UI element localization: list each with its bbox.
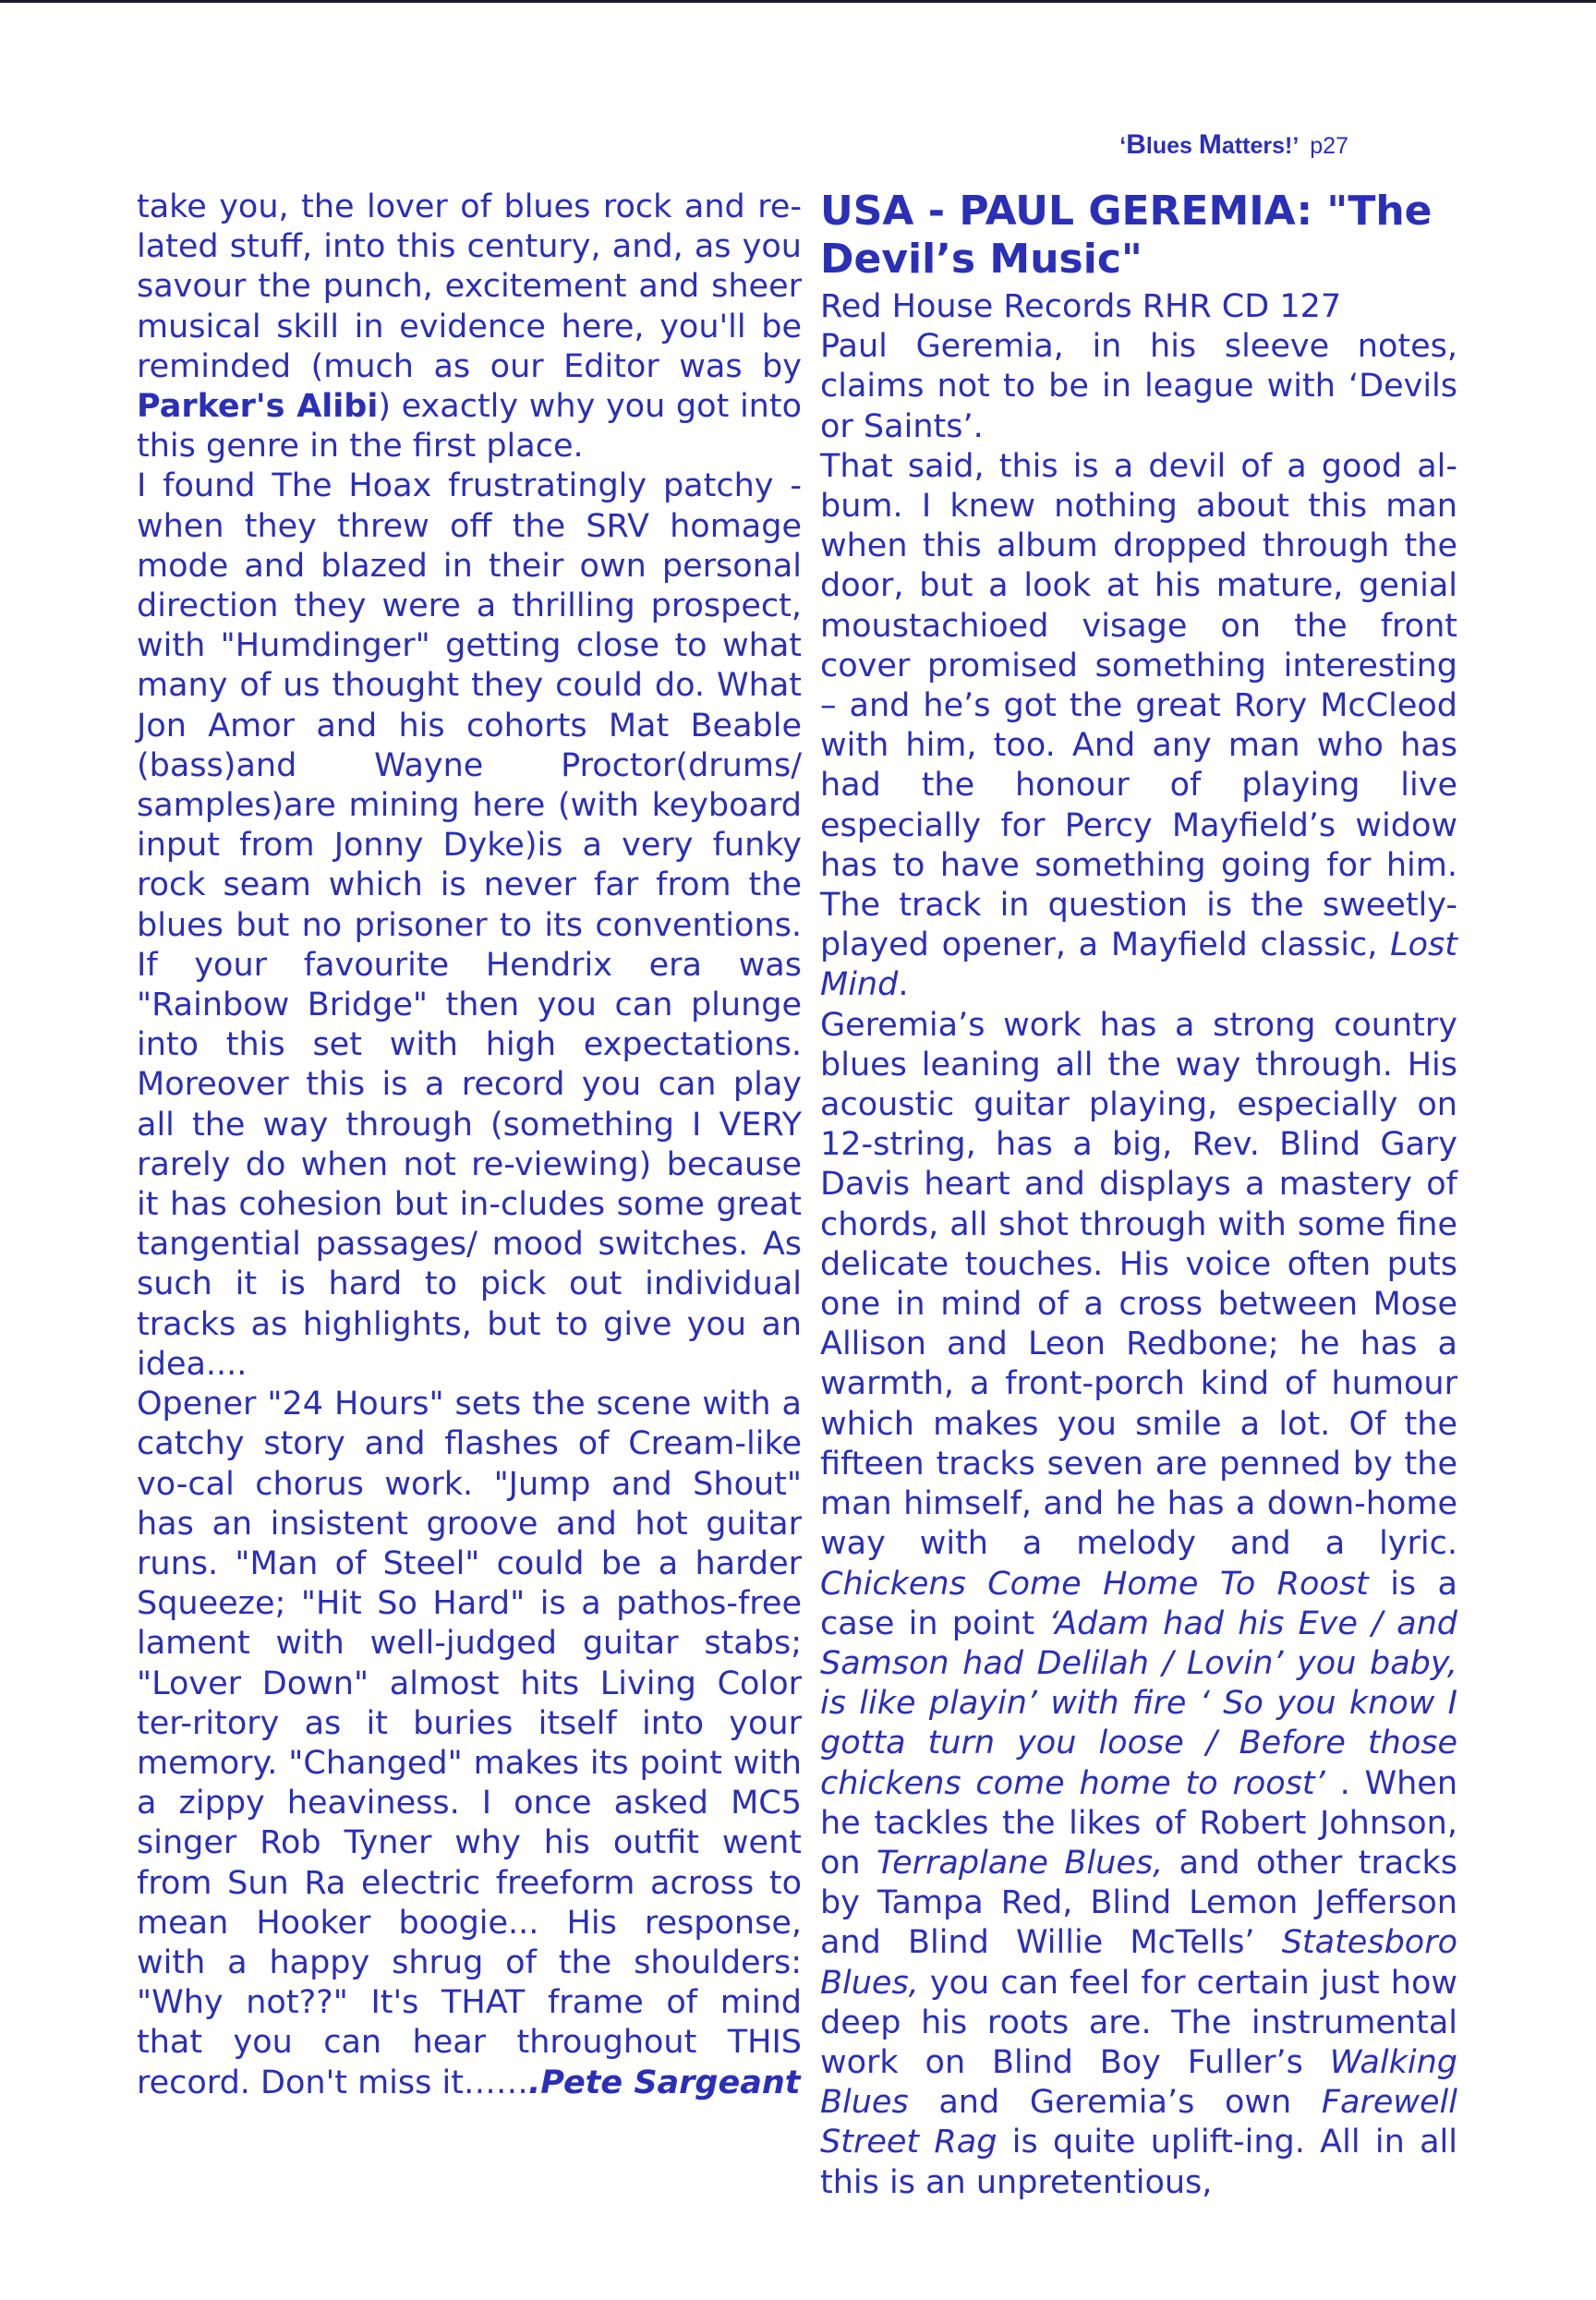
magazine-title: ‘Blues Matters!’ xyxy=(1119,129,1300,160)
review-headline: USA - PAUL GEREMIA: "The Devil’s Music" xyxy=(820,188,1433,283)
left-column xyxy=(137,188,802,2103)
paragraph: take you, the lover of blues rock and re-lated stuff, into this century, and, as you savour the punch, excitement and sheer musical skill in evidence here, you'll be reminded (much as our Editor was by Parker's Alibi) exactly why you got into this genre in the first place. xyxy=(137,188,802,466)
paragraph: I found The Hoax frustratingly patchy - when they threw off the SRV homage mode and blazed in their own personal direction they were a thrilling prospect, with "Humdinger" getting close to what many of us thought they could do. What Jon Amor and his cohorts Mat Beable (bass)and Wayne Proctor(drums/ samples)are mining here (with keyboard input from Jonny Dyke)is a very funky rock seam which is never far from the blues but no prisoner to its conventions. If your favourite Hendrix era was "Rainbow Bridge" then you can plunge into this set with high expectations. Moreover this is a record you can play all the way through (something I VERY rarely do when not re-viewing) because it has cohesion but in-cludes some great tangential passages/ mood switches. As such it is hard to pick out individual tracks as highlights, but to give you an idea.... xyxy=(137,467,802,1383)
right-column xyxy=(820,188,1457,2203)
paragraph: Geremia’s work has a strong country blues leaning all the way through. His acoustic guitar playing, especially on 12-string, has a big, Rev. Blind Gary Davis heart and displays a mastery of chords, all shot through with some fine delicate touches. His voice often puts one in mind of a cross between Mose Allison and Leon Redbone; he has a warmth, a front-porch kind of humour which makes you smile a lot. Of the fifteen tracks seven are penned by the man himself, and he has a down-home way with a melody and a lyric. Chickens Come Home To Roost is a case in point ‘Adam had his Eve / and Samson had Delilah / Lovin’ you baby, is like playin’ with fire ‘ So you know I gotta turn you loose / Before those chickens come home to roost’ . When he tackles the likes of Robert Johnson, on Terraplane Blues, and other tracks by Tampa Red, Blind Lemon Jefferson and Blind Willie McTells’ Statesboro Blues, you can feel for certain just how deep his roots are. The instrumental work on Blind Boy Fuller’s Walking Blues and Geremia’s own Farewell Street Rag is quite uplift-ing. All in all this is an unpretentious, xyxy=(820,1006,1457,2201)
band-name: Parker's Alibi xyxy=(137,388,379,426)
paragraph: That said, this is a devil of a good al-bum. I knew nothing about this man when this album dropped through the door, but a look at his mature, genial moustachioed visage on the front cover promised something interesting – and he’s got the great Rory McCleod with him, too. And any man who has had the honour of playing live especially for Percy Mayfield’s widow has to have something going for him. The track in question is the sweetly-played opener, a Mayfield classic, Lost Mind. xyxy=(820,447,1457,1004)
top-border-line xyxy=(0,0,1596,3)
record-label: Red House Records RHR CD 127 xyxy=(820,288,1342,325)
running-header xyxy=(1119,129,1348,161)
page-number: p27 xyxy=(1310,133,1348,159)
paragraph: Paul Geremia, in his sleeve notes, claims not to be in league with ‘Devils or Saints’. xyxy=(820,328,1457,445)
paragraph: Opener "24 Hours" sets the scene with a catchy story and flashes of Cream-like vo-cal chorus work. "Jump and Shout" has an insistent groove and hot guitar runs. "Man of Steel" could be a harder Squeeze; "Hit So Hard" is a pathos-free lament with well-judged guitar stabs; "Lover Down" almost hits Living Color ter-ritory as it buries itself into your memory. "Changed" makes its point with a zippy heaviness. I once asked MC5 singer Rob Tyner why his outfit went from Sun Ra electric freeform across to mean Hooker boogie... His response, with a happy shrug of the shoulders: "Why not??" It's THAT frame of mind that you can hear throughout THIS record. Don't miss it…….Pete Sargeant xyxy=(137,1386,802,2101)
author-credit: .Pete Sargeant xyxy=(527,2064,801,2101)
